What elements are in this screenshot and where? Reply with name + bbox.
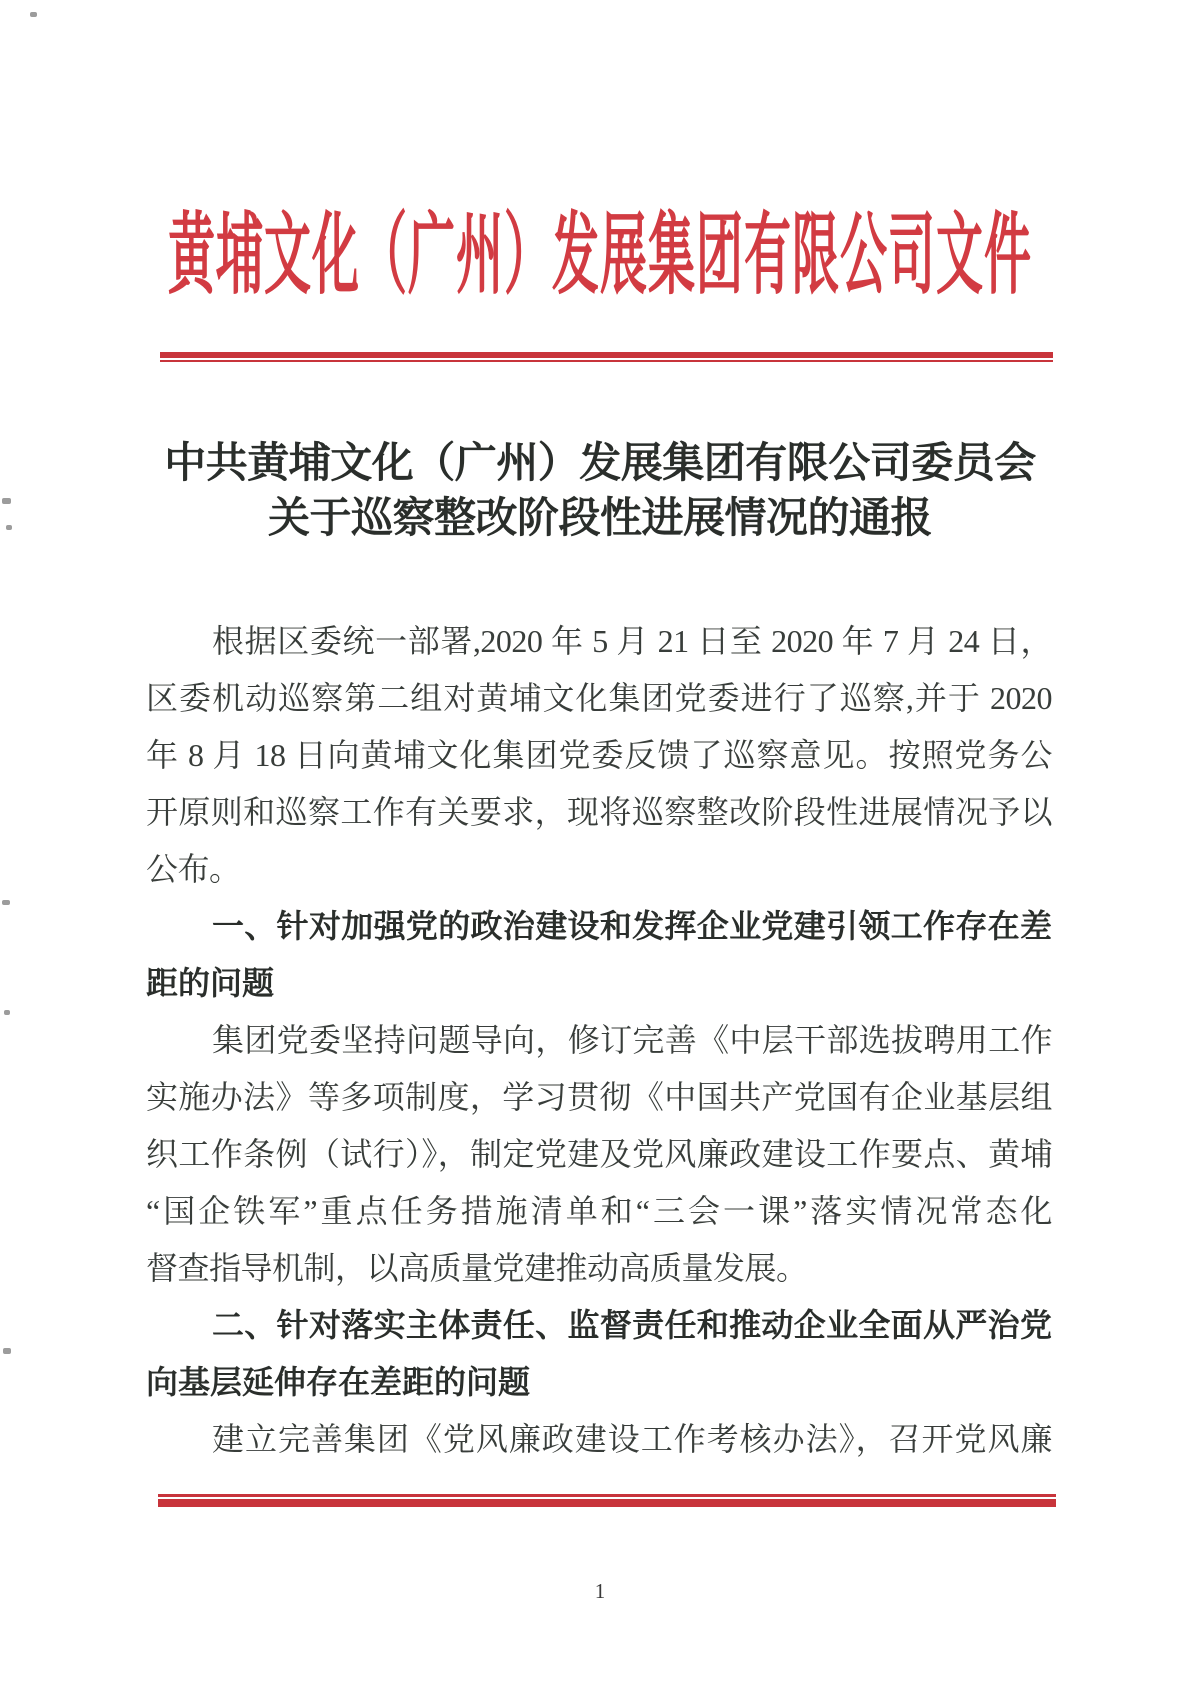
body-line: 距的问题	[146, 965, 275, 1001]
letterhead-title-text: 黄埔文化（广州）发展集团有限公司文件	[168, 207, 1032, 307]
body-line: 一、针对加强党的政治建设和发挥企业党建引领工作存在差	[212, 908, 1052, 944]
body-line: 向基层延伸存在差距的问题	[146, 1364, 531, 1400]
document-body	[146, 613, 1052, 1468]
body-line: 区委机动巡察第二组对黄埔文化集团党委进行了巡察,并于 2020	[146, 680, 1052, 716]
scan-speck	[2, 900, 10, 905]
document-title-line2: 关于巡察整改阶段性进展情况的通报	[267, 496, 932, 542]
document-title	[0, 437, 1200, 547]
body-line: 督查指导机制，以高质量党建推动高质量发展。	[146, 1250, 808, 1286]
scan-speck	[30, 12, 37, 17]
footer-separator-thick-line	[158, 1499, 1056, 1507]
document-title-line1: 中共黄埔文化（广州）发展集团有限公司委员会	[164, 441, 1036, 487]
body-line: 公布。	[146, 851, 241, 887]
body-line: 根据区委统一部署,2020 年 5 月 21 日至 2020 年 7 月 24 日，	[212, 623, 1052, 659]
letterhead-title	[0, 207, 1200, 307]
body-line: 开原则和巡察工作有关要求，现将巡察整改阶段性进展情况予以	[146, 794, 1052, 830]
footer-separator-line	[158, 1494, 1056, 1507]
body-line: 织工作条例（试行）》，制定党建及党风廉政建设工作要点、黄埔	[146, 1136, 1052, 1172]
body-line: 实施办法》等多项制度，学习贯彻《中国共产党国有企业基层组	[146, 1079, 1052, 1115]
body-line: “国企铁军”重点任务措施清单和“三会一课”落实情况常态化	[146, 1193, 1052, 1229]
scan-speck	[4, 1010, 10, 1015]
body-line: 年 8 月 18 日向黄埔文化集团党委反馈了巡察意见。按照党务公	[146, 737, 1052, 773]
body-line: 二、针对落实主体责任、监督责任和推动企业全面从严治党	[212, 1307, 1052, 1343]
scan-speck	[6, 525, 12, 530]
scan-speck	[3, 1348, 11, 1354]
header-separator-thin-line	[160, 360, 1053, 362]
body-line: 集团党委坚持问题导向，修订完善《中层干部选拔聘用工作	[212, 1022, 1052, 1058]
page-number: 1	[594, 1579, 606, 1603]
scan-speck	[2, 498, 11, 504]
header-separator-line	[160, 352, 1053, 362]
body-line: 建立完善集团《党风廉政建设工作考核办法》，召开党风廉	[212, 1421, 1052, 1457]
